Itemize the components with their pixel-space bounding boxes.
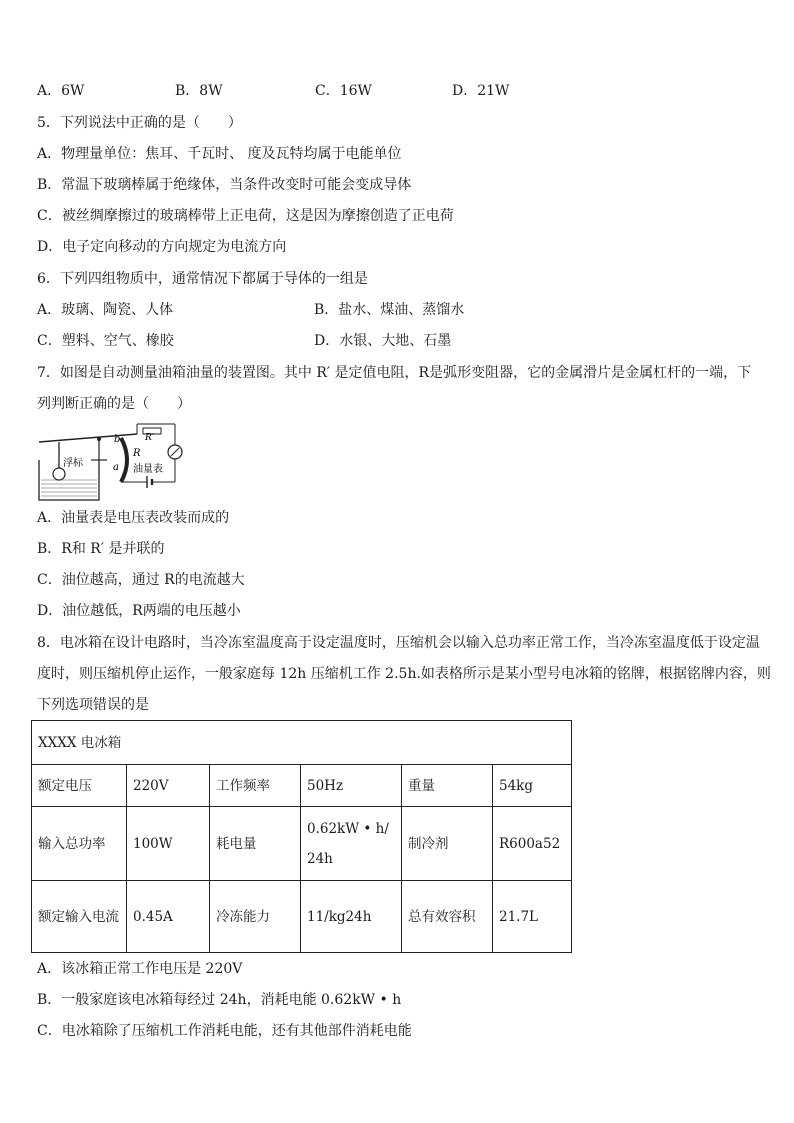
q6-option-c: C．塑料、空气、橡胶 (37, 333, 174, 349)
table-cell: 50Hz (301, 765, 402, 807)
q7-option-a: A．油量表是电压表改装而成的 (37, 510, 230, 526)
q6-stem: 6．下列四组物质中，通常情况下都属于导体的一组是 (37, 271, 368, 287)
table-cell: 额定电压 (32, 765, 127, 807)
label-a: a (113, 462, 119, 473)
q7-option-b: B．R和 R′ 是并联的 (37, 541, 165, 557)
q6-option-b: B．盐水、煤油、蒸馏水 (314, 302, 465, 318)
table-cell: 工作频率 (210, 765, 301, 807)
q4-option-a: A．6W (37, 83, 85, 99)
table-cell: 54kg (493, 765, 572, 807)
q5-option-c: C．被丝绸摩擦过的玻璃棒带上正电荷，这是因为摩擦创造了正电荷 (37, 208, 454, 224)
q5-stem: 5．下列说法中正确的是（ ） (37, 115, 242, 131)
table-row (32, 881, 572, 953)
q8-stem-line1: 8．电冰箱在设计电路时，当冷冻室温度高于设定温度时，压缩机会以输入总功率正常工作，当冷冻室温度低于设定温 (37, 635, 760, 651)
oil-gauge-diagram (37, 420, 187, 502)
q8-option-b: B．一般家庭该电冰箱每经过 24h，消耗电能 0.62kW • h (37, 992, 402, 1008)
q7-option-c: C．油位越高，通过 R的电流越大 (37, 572, 245, 588)
q8-option-c: C．电冰箱除了压缩机工作消耗电能，还有其他部件消耗电能 (37, 1023, 412, 1039)
q6-option-d: D．水银、大地、石墨 (314, 333, 452, 349)
label-R: R (133, 448, 141, 459)
table-cell: 额定输入电流 (32, 881, 127, 953)
table-cell: 冷冻能力 (210, 881, 301, 953)
q5-option-a: A．物理量单位：焦耳、千瓦时、 度及瓦特均属于电能单位 (37, 146, 402, 162)
table-cell: 制冷剂 (402, 807, 493, 881)
fridge-spec-table (31, 720, 572, 953)
q4-option-b: B．8W (175, 83, 223, 99)
q5-option-b: B．常温下玻璃棒属于绝缘体，当条件改变时可能会变成导体 (37, 177, 412, 193)
table-cell: 21.7L (493, 881, 572, 953)
q4-option-c: C．16W (315, 83, 372, 99)
table-cell: 输入总功率 (32, 807, 127, 881)
table-title: XXXX 电冰箱 (32, 721, 572, 765)
q7-stem-line2: 列判断正确的是（ ） (37, 396, 191, 412)
q5-option-d: D．电子定向移动的方向规定为电流方向 (37, 239, 287, 255)
q6-option-a: A．玻璃、陶瓷、人体 (37, 302, 174, 318)
table-cell: 0.45A (127, 881, 210, 953)
label-b: b (114, 434, 121, 445)
q8-stem-line3: 下列选项错误的是 (37, 697, 149, 713)
table-cell: R600a52 (493, 807, 572, 881)
meter-label: 油量表 (133, 464, 163, 475)
table-cell: 总有效容积 (402, 881, 493, 953)
label-Rprime: R′ (145, 433, 154, 443)
q8-option-a: A．该冰箱正常工作电压是 220V (37, 961, 243, 977)
table-cell: 11/kg24h (301, 881, 402, 953)
float-label: 浮标 (63, 458, 83, 469)
table-row (32, 807, 572, 881)
table-cell: 100W (127, 807, 210, 881)
table-cell: 0.62kW • h/24h (301, 807, 402, 881)
q7-stem-line1: 7．如图是自动测量油箱油量的装置图。其中 R′ 是定值电阻，R是弧形变阻器，它的金属滑片是金属杠杆的一端，下 (37, 365, 752, 381)
table-cell: 重量 (402, 765, 493, 807)
q8-stem-line2: 度时，则压缩机停止运作，一般家庭每 12h 压缩机工作 2.5h.如表格所示是某小型号电冰箱的铭牌，根据铭牌内容，则 (37, 666, 771, 682)
table-cell: 220V (127, 765, 210, 807)
q7-option-d: D．油位越低，R两端的电压越小 (37, 603, 241, 619)
table-row (32, 765, 572, 807)
q4-option-d: D．21W (452, 83, 510, 99)
table-cell: 耗电量 (210, 807, 301, 881)
